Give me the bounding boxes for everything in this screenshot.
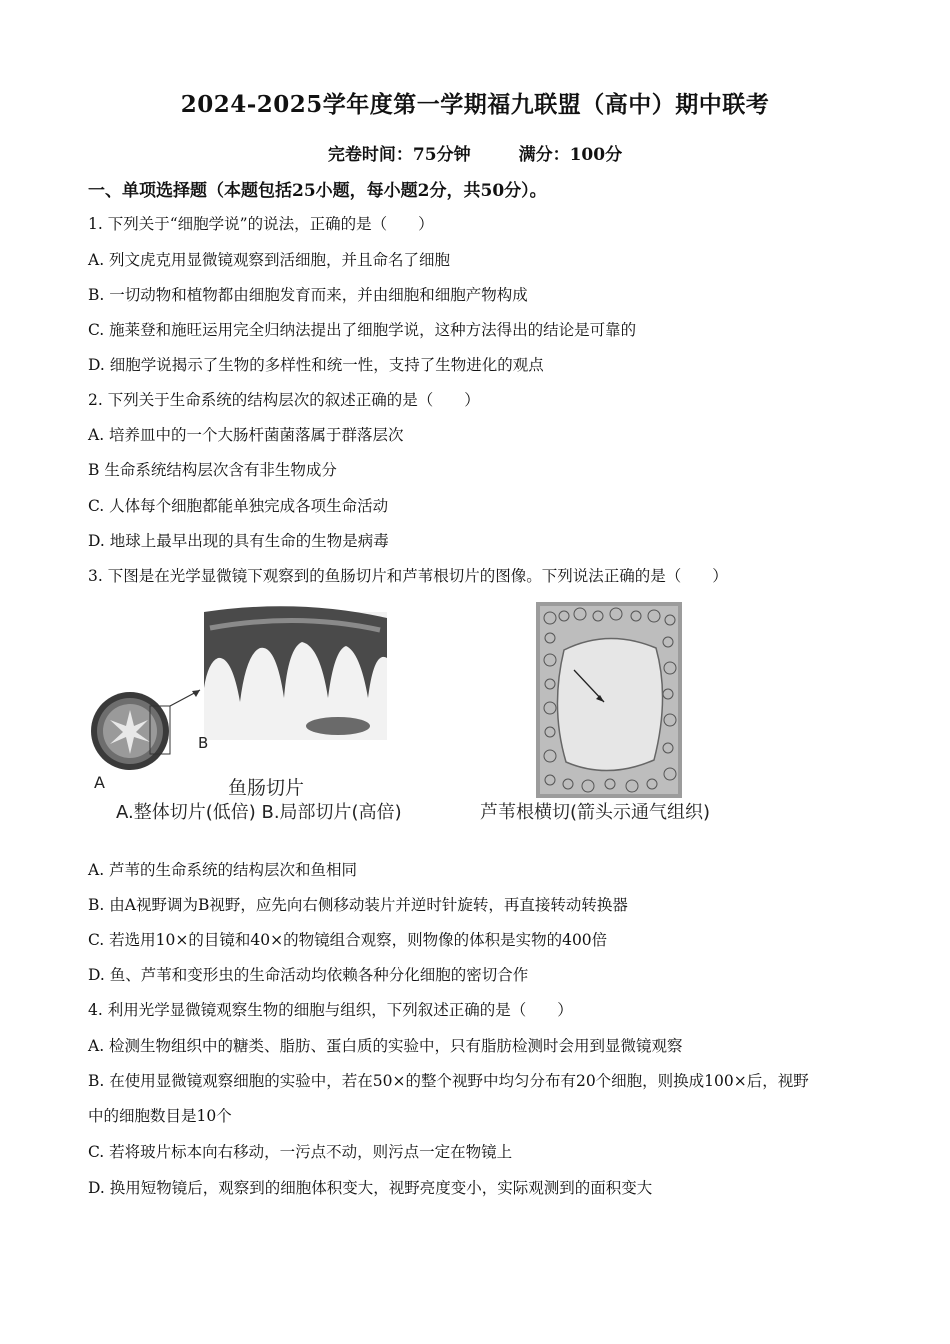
q1-option-d: D. 细胞学说揭示了生物的多样性和统一性，支持了生物进化的观点	[88, 356, 544, 374]
label-b: B	[198, 734, 209, 752]
q2-option-d: D. 地球上最早出现的具有生命的生物是病毒	[88, 532, 389, 550]
q1-stem: 1. 下列关于“细胞学说”的说法，正确的是（ ）	[88, 215, 434, 233]
q3-option-d: D. 鱼、芦苇和变形虫的生命活动均依赖各种分化细胞的密切合作	[88, 966, 529, 984]
q2-option-a: A. 培养皿中的一个大肠杆菌菌落属于群落层次	[88, 426, 404, 444]
fish-caption-detail: A.整体切片(低倍) B.局部切片(高倍)	[116, 802, 402, 823]
q1-option-c: C. 施莱登和施旺运用完全归纳法提出了细胞学说，这种方法得出的结论是可靠的	[88, 321, 637, 339]
reed-caption: 芦苇根横切(箭头示通气组织)	[480, 802, 711, 823]
micrograph-figure	[88, 598, 738, 838]
q1-option-b: B. 一切动物和植物都由细胞发育而来，并由细胞和细胞产物构成	[88, 286, 528, 304]
fish-caption-title: 鱼肠切片	[228, 777, 305, 799]
q4-option-b-continued: 中的细胞数目是10个	[88, 1107, 232, 1125]
q4-option-b: B. 在使用显微镜观察细胞的实验中，若在50×的整个视野中均匀分布有20个细胞，则换成100×后，视野	[88, 1072, 809, 1090]
exam-score: 满分：100分	[518, 145, 623, 165]
q1-option-a: A. 列文虎克用显微镜观察到活细胞，并且命名了细胞	[88, 251, 451, 269]
fish-whole-section-image	[91, 690, 200, 770]
exam-info	[0, 140, 950, 165]
q4-option-a: A. 检测生物组织中的糖类、脂肪、蛋白质的实验中，只有脂肪检测时会用到显微镜观察	[88, 1037, 683, 1055]
q2-option-c: C. 人体每个细胞都能单独完成各项生命活动	[88, 497, 389, 515]
q3-option-a: A. 芦苇的生命系统的结构层次和鱼相同	[88, 861, 358, 879]
exam-time: 完卷时间：75分钟	[327, 145, 471, 165]
section-heading: 一、单项选择题（本题包括25小题，每小题2分，共50分）。	[88, 181, 547, 201]
fish-partial-section-image	[204, 606, 387, 740]
exam-title: 2024-2025学年度第一学期福九联盟（高中）期中联考	[180, 91, 770, 118]
reed-root-section-image	[536, 602, 682, 798]
q2-option-b: B 生命系统结构层次含有非生物成分	[88, 461, 337, 479]
q4-stem: 4. 利用光学显微镜观察生物的细胞与组织，下列叙述正确的是（ ）	[88, 1001, 573, 1019]
label-a: A	[94, 773, 105, 792]
q3-option-c: C. 若选用10×的目镜和40×的物镜组合观察，则物像的体积是实物的400倍	[88, 931, 608, 949]
q4-option-d: D. 换用短物镜后，观察到的细胞体积变大，视野亮度变小，实际观测到的面积变大	[88, 1179, 653, 1197]
q3-stem: 3. 下图是在光学显微镜下观察到的鱼肠切片和芦苇根切片的图像。下列说法正确的是（ ）	[88, 567, 728, 585]
q3-figure	[88, 598, 738, 838]
q3-option-b: B. 由A视野调为B视野，应先向右侧移动装片并逆时针旋转，再直接转动转换器	[88, 896, 628, 914]
q2-stem: 2. 下列关于生命系统的结构层次的叙述正确的是（ ）	[88, 391, 480, 409]
q4-option-c: C. 若将玻片标本向右移动，一污点不动，则污点一定在物镜上	[88, 1143, 513, 1161]
